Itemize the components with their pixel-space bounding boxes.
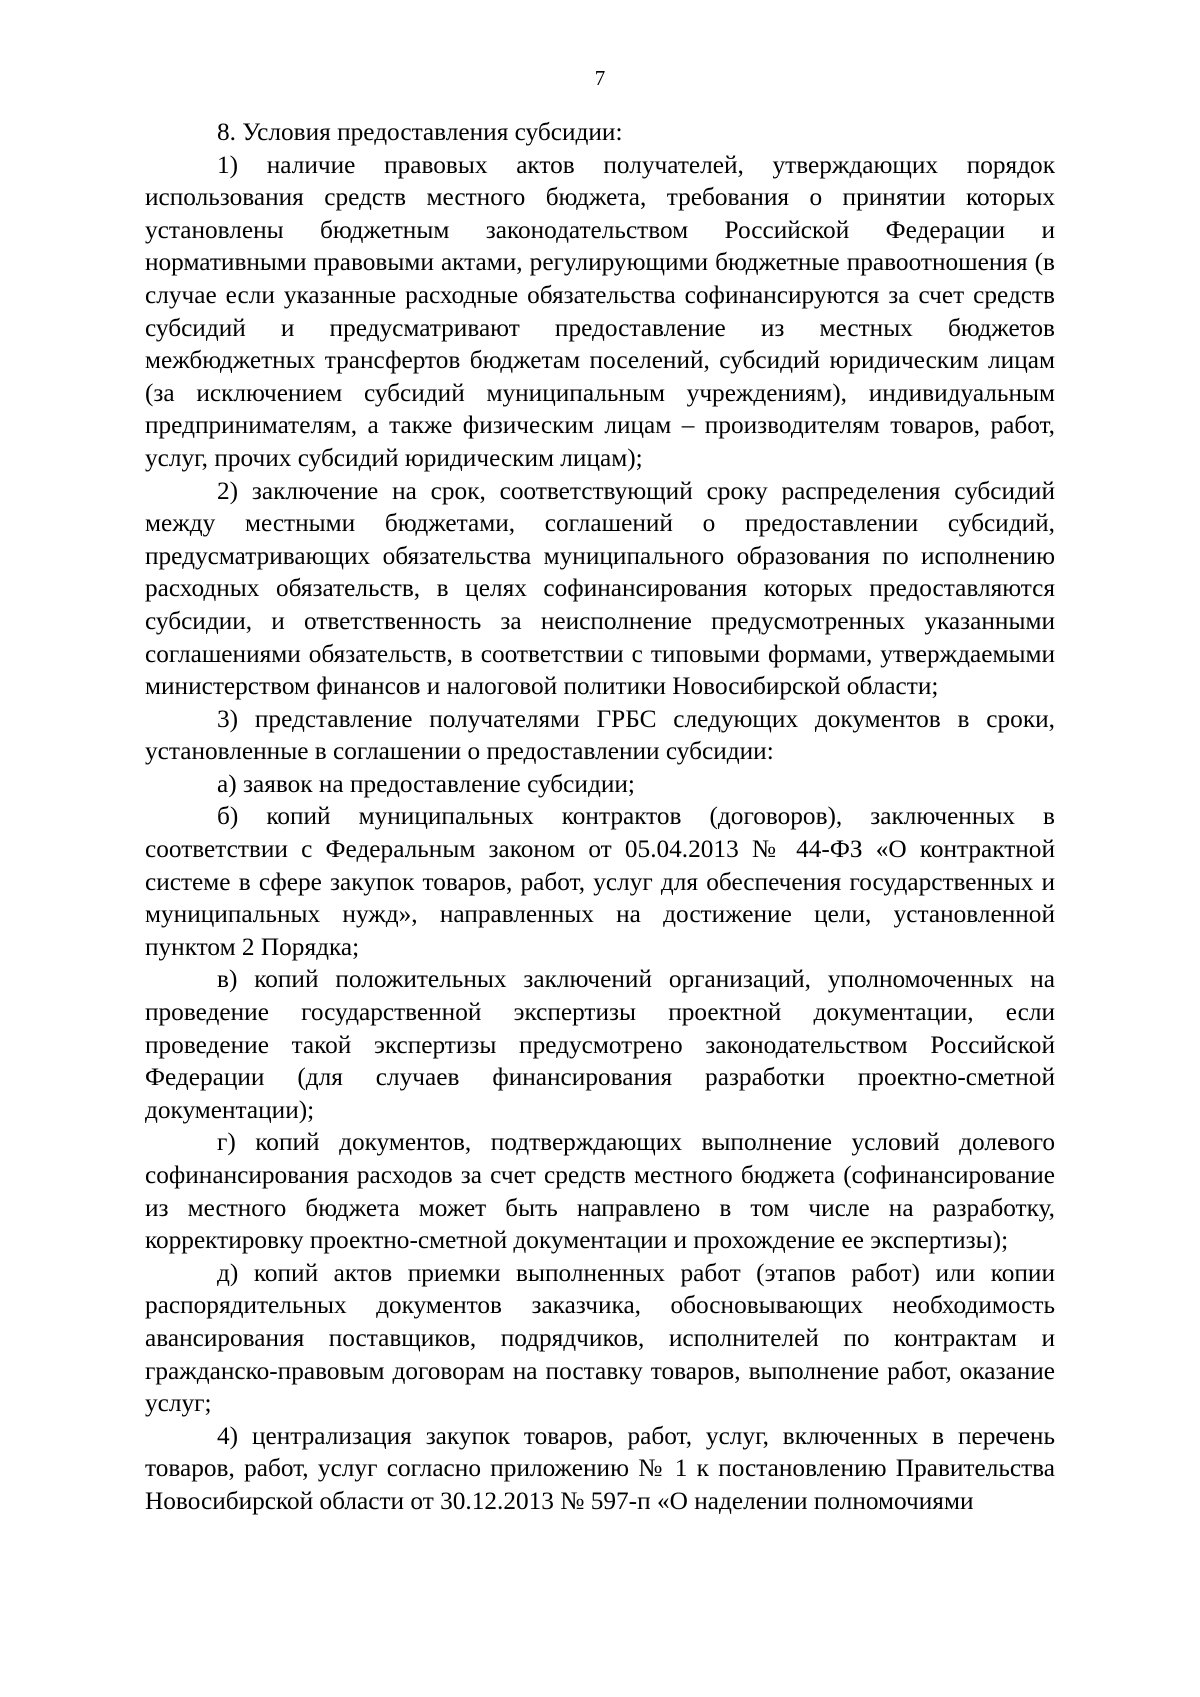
- paragraph-subitem-g: г) копий документов, подтверждающих выполнение условий долевого софинансирования расходов за счет средств местного бюджета (софинансирование из местного бюджета может быть направлено в том числе на разработку, корректировку проектно-сметной документации и прохождение ее экспертизы);: [145, 1128, 1055, 1255]
- document-body: [145, 116, 1055, 1518]
- paragraph-subitem-d: д) копий актов приемки выполненных работ (этапов работ) или копии распорядительных документов заказчика, обосновывающих необходимость авансирования поставщиков, подрядчиков, исполнителей по контрактам и гражданско-правовым договорам на поставку товаров, выполнение работ, оказание услуг;: [145, 1258, 1055, 1418]
- section-heading: 8. Условия предоставления субсидии:: [217, 118, 623, 146]
- paragraph-subitem-v: в) копий положительных заключений организаций, уполномоченных на проведение государственной экспертизы проектной документации, если проведение такой экспертизы предусмотрено законодательством Российской Федерации (для случаев финансирования разработки проектно-сметной документации);: [145, 965, 1055, 1124]
- paragraph-condition-2: 2) заключение на срок, соответствующий сроку распределения субсидий между местными бюджетами, соглашений о предоставлении субсидий, предусматривающих обязательства муниципального образования по исполнению расходных обязательств, в целях софинансирования которых предоставляются субсидии, и ответственность за неисполнение предусмотренных указанными соглашениями обязательств, в соответствии с типовыми формами, утверждаемыми министерством финансов и налоговой политики Новосибирской области;: [145, 476, 1055, 701]
- page-number: 7: [594, 66, 606, 90]
- paragraph-condition-1: 1) наличие правовых актов получателей, утверждающих порядок использования средств местного бюджета, требования о принятии которых установлены бюджетным законодательством Российской Федерации и нормативными правовыми актами, регулирующими бюджетные правоотношения (в случае если указанные расходные обязательства софинансируются за счет средств субсидий и предусматривают предоставление из местных бюджетов межбюджетных трансфертов бюджетам поселений, субсидий юридическим лицам (за исключением субсидий муниципальным учреждениям), индивидуальным предпринимателям, а также физическим лицам – производителям товаров, работ, услуг, прочих субсидий юридическим лицам);: [145, 150, 1055, 472]
- paragraph-condition-4: 4) централизация закупок товаров, работ, услуг, включенных в перечень товаров, работ, услуг согласно приложению № 1 к постановлению Правительства Новосибирской области от 30.12.2013 № 597-п «О наделении полномочиями: [145, 1421, 1055, 1515]
- paragraph-condition-3: 3) представление получателями ГРБС следующих документов в сроки, установленные в соглашении о предоставлении субсидии:: [145, 704, 1055, 766]
- paragraph-subitem-b: б) копий муниципальных контрактов (договоров), заключенных в соответствии с Федеральным законом от 05.04.2013 № 44-ФЗ «О контрактной системе в сфере закупок товаров, работ, услуг для обеспечения государственных и муниципальных нужд», направленных на достижение цели, установленной пунктом 2 Порядка;: [145, 802, 1055, 961]
- paragraph-subitem-a: а) заявок на предоставление субсидии;: [217, 769, 635, 798]
